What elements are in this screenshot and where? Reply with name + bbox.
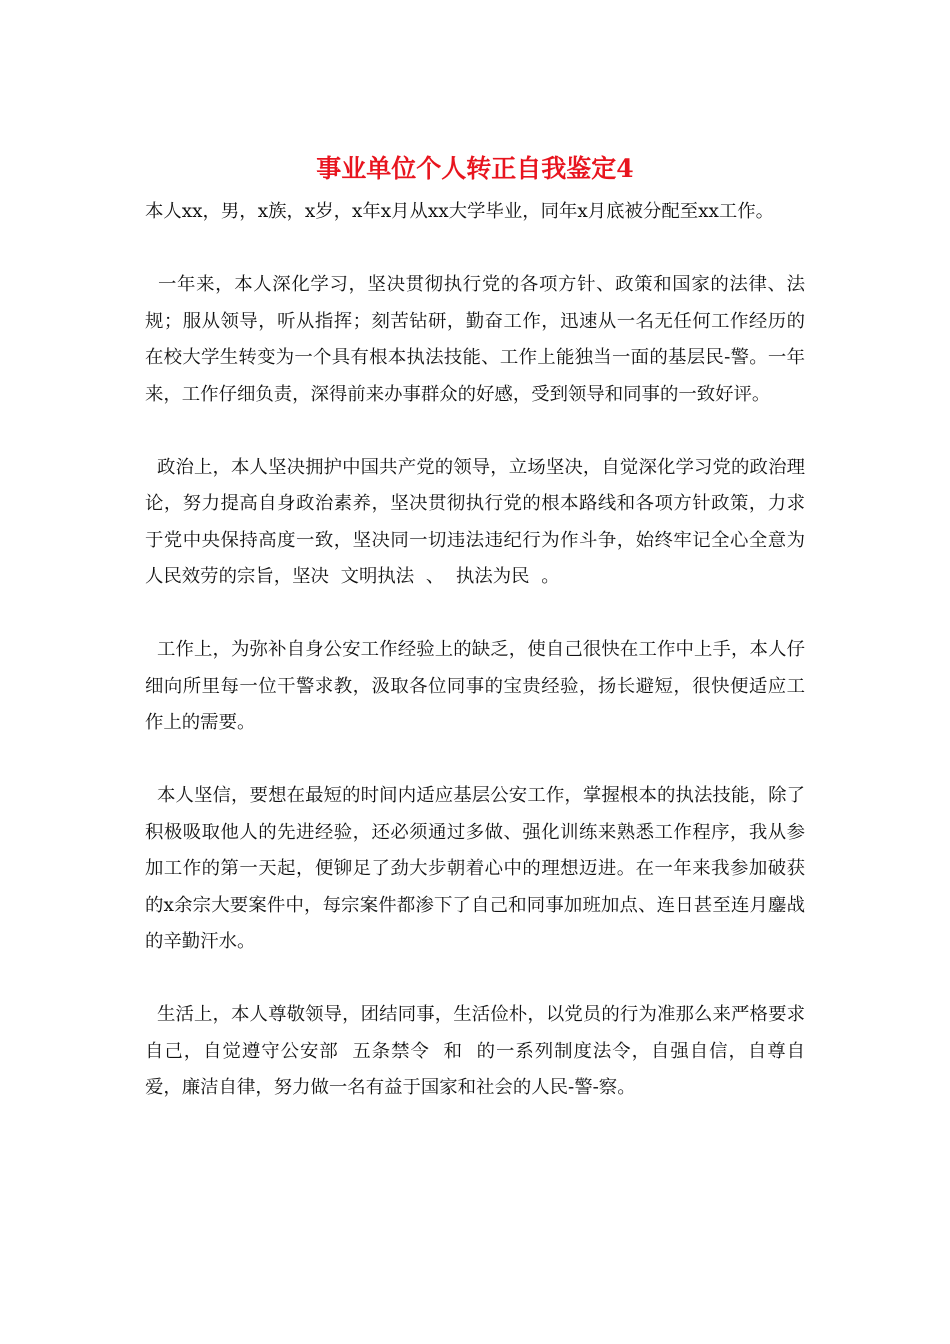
paragraph-spacer xyxy=(145,231,805,268)
paragraph-work: 工作上，为弥补自身公安工作经验上的缺乏，使自己很快在工作中上手，本人仔细向所里每一位干警求教，汲取各位同事的宝贵经验，扬长避短，很快便适应工作上的需要。 xyxy=(145,639,805,733)
document-body xyxy=(145,194,805,1107)
paragraph-intro: 本人xx，男，x族，x岁，x年x月从xx大学毕业，同年x月底被分配至xx工作。 xyxy=(145,201,775,222)
paragraph-spacer xyxy=(145,742,805,779)
paragraph-spacer xyxy=(145,413,805,450)
paragraph-spacer xyxy=(145,596,805,633)
paragraph-year-summary: 一年来，本人深化学习，坚决贯彻执行党的各项方针、政策和国家的法律、法规；服从领导，听从指挥；刻苦钻研，勤奋工作，迅速从一名无任何工作经历的在校大学生转变为一个具有根本执法技能、工作上能独当一面的基层民-警。一年来，工作仔细负责，深得前来办事群众的好感，受到领导和同事的一致好评。 xyxy=(145,274,805,405)
paragraph-life: 生活上，本人尊敬领导，团结同事，生活俭朴，以党员的行为准那么来严格要求自己，自觉遵守公安部 五条禁令 和 的一系列制度法令，自强自信，自尊自爱，廉洁自律，努力做一名有益于国家和社会的人民-警-察。 xyxy=(145,1004,805,1098)
paragraph-spacer xyxy=(145,961,805,998)
document-title: 事业单位个人转正自我鉴定4 xyxy=(316,154,634,183)
paragraph-political: 政治上，本人坚决拥护中国共产党的领导，立场坚决，自觉深化学习党的政治理论，努力提高自身政治素养，坚决贯彻执行党的根本路线和各项方针政策，力求于党中央保持高度一致，坚决同一切违法违纪行为作斗争，始终牢记全心全意为人民效劳的宗旨，坚决 文明执法 、 执法为民 。 xyxy=(145,456,805,587)
paragraph-belief: 本人坚信，要想在最短的时间内适应基层公安工作，掌握根本的执法技能，除了积极吸取他人的先进经验，还必须通过多做、强化训练来熟悉工作程序，我从参加工作的第一天起，便铆足了劲大步朝着心中的理想迈进。在一年来我参加破获的x余宗大要案件中，每宗案件都渗下了自己和同事加班加点、连日甚至连月鏖战的辛勤汗水。 xyxy=(145,785,805,952)
